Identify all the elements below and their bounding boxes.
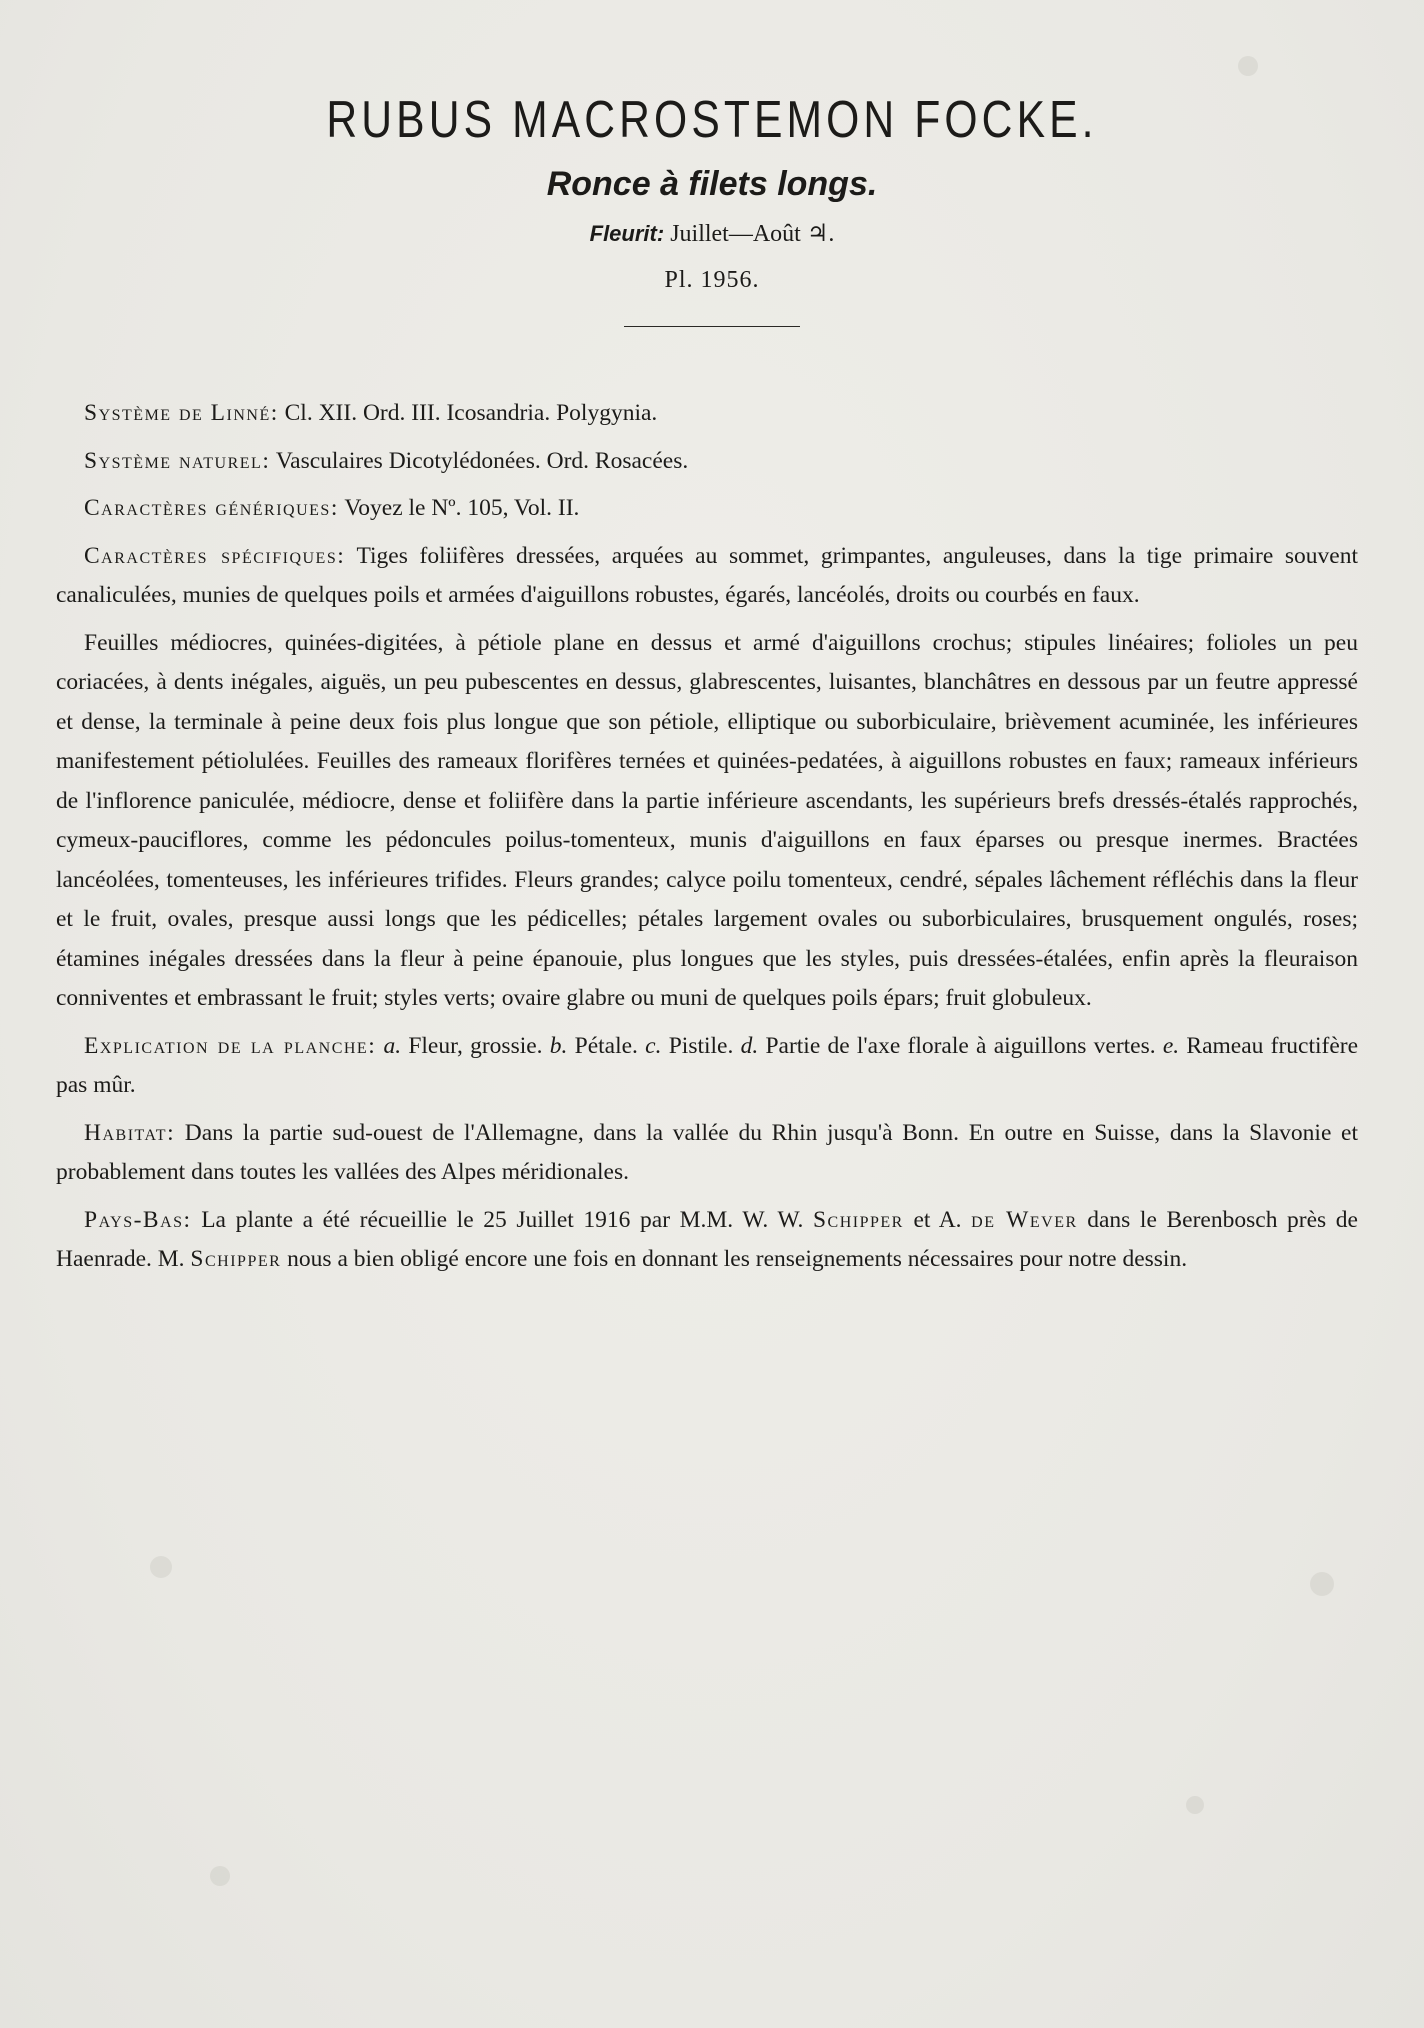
paper-speck [1238, 56, 1258, 76]
section-text: Voyez le Nº. 105, Vol. II. [344, 495, 580, 521]
section-label: Système de Linné: [84, 400, 279, 426]
figure-text: Partie de l'axe florale à aiguillons vertes. [765, 1032, 1156, 1059]
paper-speck [210, 1866, 230, 1886]
figure-key: c. [645, 1032, 662, 1059]
section-feuilles [56, 624, 1358, 1019]
plate-number: Pl. 1956. [664, 267, 760, 293]
section-naturel [56, 442, 1358, 482]
section-label: Caractères génériques: [84, 495, 339, 521]
section-explication [56, 1027, 1358, 1106]
section-linne [56, 394, 1358, 434]
section-label: Explication de la planche: [84, 1032, 377, 1059]
section-text: Feuilles médiocres, quinées-digitées, à pétiole plane en dessus et armé d'aiguillons crochus; stipules linéaires; folioles un peu coriacées, à dents inégales, aiguës, un peu pubescentes en dessus, glabrescentes, luisantes, blanchâtres en dessous par un feutre appressé et dense, la terminale à peine deux fois plus longue que son pétiole, elliptique ou suborbiculaire, brièvement acuminée, les inférieures manifestement pétiolulées. Feuilles des rameaux florifères ternées et quinées-pedatées, à aiguillons robustes en faux; rameaux inférieurs de l'inflorence paniculée, médiocre, dense et foliifère dans la partie inférieure ascendants, les supérieurs brefs dressés-étalés rapprochés, cymeux-pauciflores, comme les pédoncules poilus-tomenteux, munis d'aiguillons en faux éparses ou presque inermes. Bractées lancéolées, tomenteuses, les inférieures trifides. Fleurs grandes; calyce poilu tomenteux, cendré, sépales lâchement réfléchis dans la fleur et le fruit, ovales, presque aussi longs que les pédicelles; pétales largement ovales ou suborbiculaires, brusquement ongulés, roses; étamines inégales dressées dans la fleur à peine épanouie, plus longues que les styles, puis dressées-étalées, enfin après la fleuraison conniventes et embrassant le fruit; styles verts; ovaire glabre ou muni de quelques poils épars; fruit globuleux. [56, 629, 1358, 1011]
document-header [0, 88, 1424, 327]
figure-text: Pistile. [668, 1032, 734, 1059]
figure-text: Pétale. [574, 1032, 638, 1059]
figure-text: Rameau fructifère pas mûr. [56, 1032, 1359, 1098]
section-label: Habitat: [84, 1119, 176, 1146]
document-body [56, 394, 1358, 1288]
section-text: Cl. XII. Ord. III. Icosandria. Polygynia. [284, 400, 658, 426]
species-title: RUBUS MACROSTEMON FOCKE. [326, 91, 1098, 149]
section-text: Vasculaires Dicotylédonées. Ord. Rosacées. [275, 447, 689, 474]
section-label: Caractères spécifiques: [84, 542, 346, 569]
figure-key: b. [549, 1032, 568, 1059]
section-text: La plante a été récueillie le 25 Juillet 1916 par M.M. W. W. [201, 1206, 804, 1233]
common-name: Ronce à filets longs. [546, 165, 878, 203]
figure-key: e. [1162, 1032, 1180, 1059]
section-text: nous a bien obligé encore une fois en donnant les renseignements nécessaires pour notre dessin. [287, 1246, 1188, 1272]
header-divider [624, 326, 800, 327]
figure-text: Fleur, grossie. [408, 1032, 543, 1059]
paper-speck [1186, 1796, 1204, 1814]
flowering-label: Fleurit: [589, 221, 665, 246]
section-specifiques [56, 537, 1358, 616]
paper-speck [150, 1556, 172, 1578]
figure-key: a. [383, 1032, 402, 1059]
flowering-line [0, 218, 1424, 250]
section-text: Tiges foliifères dressées, arquées au sommet, grimpantes, anguleuses, dans la tige primaire souvent canaliculées, munies de quelques poils et armées d'aiguillons robustes, égarés, lancéolés, droits ou courbés en faux. [56, 542, 1358, 608]
section-habitat [56, 1114, 1358, 1193]
figure-key: d. [740, 1032, 759, 1059]
section-text: Dans la partie sud-ouest de l'Allemagne, dans la vallée du Rhin jusqu'à Bonn. En outre en Suisse, dans la Slavonie et probablement dans toutes les vallées des Alpes méridionales. [56, 1119, 1359, 1185]
flowering-value: Juillet—Août ♃. [670, 221, 835, 247]
section-text: dans le Berenbosch près de Haenrade. M. [56, 1206, 1358, 1272]
section-label: Système naturel: [84, 447, 271, 474]
section-generiques [56, 489, 1358, 529]
section-label: Pays-Bas: [84, 1206, 192, 1233]
collector-name: de Wever [971, 1206, 1078, 1233]
collector-name: Schipper [190, 1246, 282, 1272]
section-paysbas [56, 1201, 1358, 1280]
paper-speck [1310, 1572, 1334, 1596]
section-text: et A. [913, 1206, 962, 1233]
collector-name: Schipper [812, 1206, 904, 1233]
